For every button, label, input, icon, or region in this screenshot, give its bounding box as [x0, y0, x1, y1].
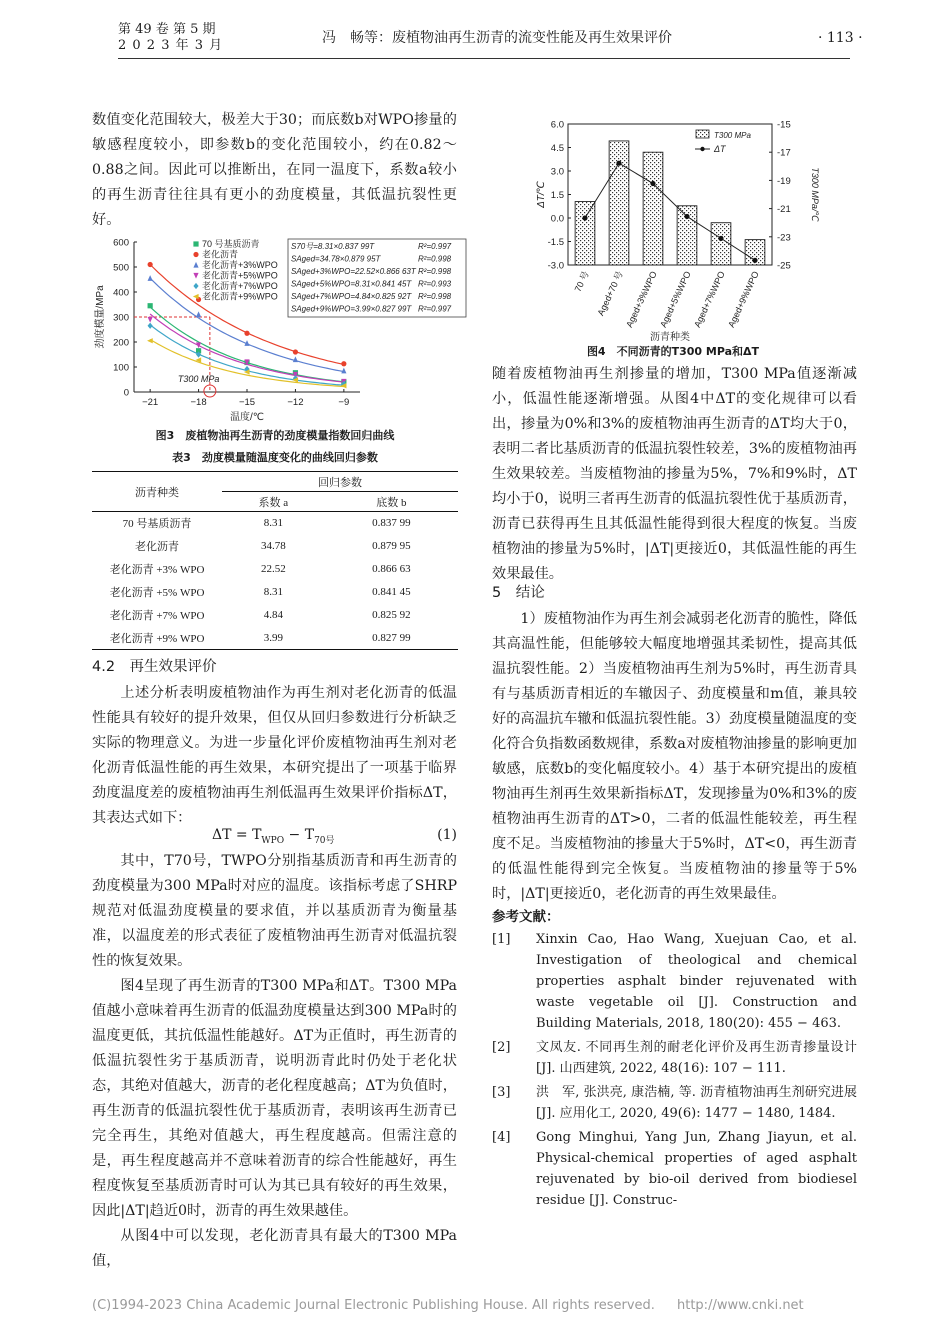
data-point — [193, 273, 198, 279]
y-left-tick-label: -3.0 — [547, 260, 564, 272]
references-title: 参考文献： — [492, 909, 560, 925]
y-tick-label: 100 — [113, 362, 129, 374]
legend-label: 70 号基质沥青 — [202, 239, 260, 249]
delta-t-point — [582, 215, 587, 220]
legend-label: 老化沥青+9%WPO — [202, 291, 278, 302]
table-row — [92, 581, 458, 604]
figure-3-chart — [88, 230, 468, 430]
bar-5 — [711, 223, 731, 265]
x-tick-label: Aged+70 号 — [595, 269, 625, 318]
row-name: 老化沥青 +3% WPO — [109, 564, 205, 576]
col-group-header: 回归参数 — [222, 472, 458, 492]
reference-text: Xinxin Cao, Hao Wang, Xuejuan Cao, et al. Investigation of theological and chemical properties asphalt binder rejuvenated with waste vegetable oil [J]. Construction and Building Materials, 2018, 180(20): 455 − 463. — [536, 932, 857, 1031]
x-axis-label: 温度/℃ — [229, 412, 265, 423]
copyright-notice: (C)1994-2023 China Academic Journal Electronic Publishing House. All rights reserved. — [92, 1298, 655, 1313]
reference-label: T300 MPa — [177, 374, 220, 384]
row-b: 0.827 99 — [372, 631, 411, 644]
y-right-tick-label: -25 — [777, 260, 791, 272]
legend-label: 老化沥青+5%WPO — [202, 270, 278, 281]
r-squared-label: R²=0.993 — [418, 279, 452, 289]
data-point — [148, 303, 153, 308]
paragraph: 随着废植物油再生剂掺量的增加，T300 MPa值逐渐减小，低温性能逐渐增强。从图4中ΔT的变化规律可以看出，掺量为0%和3%的废植物油再生沥青的ΔT均大于0，表明二者比基质沥青的低温抗裂性较差，3%的废植物油再生效果较差。当废植物油的掺量为5%，7%和9%时，ΔT均小于0，说明三者再生沥青的低温抗裂性优于基质沥青，沥青已获得再生且其低温性能得到很大程度的恢复。当废植物油的掺量为5%时，|ΔT|更接近0，其低温性能的再生效果最佳。 — [492, 366, 857, 582]
intro-paragraph — [92, 108, 457, 233]
figure-3-caption: 图3 废植物油再生沥青的劲度模量指数回归曲线 — [155, 429, 395, 442]
data-point — [293, 349, 298, 354]
y-left-tick-label: 1.5 — [550, 190, 564, 201]
plot-frame — [568, 124, 772, 265]
y-right-tick-label: -17 — [777, 147, 791, 159]
data-point — [341, 368, 346, 374]
data-point — [193, 283, 198, 289]
legend-line-marker — [700, 147, 704, 151]
y-left-tick-label: 0.0 — [550, 213, 564, 225]
y-tick-label: 200 — [113, 337, 129, 349]
y-left-axis-label: ΔT/℃ — [536, 181, 547, 208]
row-a: 8.31 — [263, 586, 283, 598]
eq-sub-70: 70号 — [314, 835, 335, 846]
delta-t-point — [616, 161, 621, 166]
row-b: 0.841 45 — [372, 586, 411, 598]
bar-3 — [643, 152, 663, 265]
table-row — [92, 558, 458, 581]
row-b: 0.837 99 — [372, 517, 411, 530]
section-4-2-body — [92, 681, 457, 831]
col-type-header: 沥青种类 — [92, 472, 222, 512]
legend-line-label: ΔT — [714, 144, 726, 154]
y-left-tick-label: 6.0 — [550, 119, 564, 131]
reference-text: 洪 军, 张洪亮, 康浩楠, 等. 沥青植物油再生剂研究进展[J]. 应用化工, 2020, 49(6): 1477 − 1480, 1484. — [536, 1085, 857, 1121]
reference-number: [2] — [492, 1040, 511, 1055]
references-list — [492, 929, 857, 1214]
equation-label: SAged+3%WPO=22.52×0.866 63T — [291, 267, 416, 276]
equation-label: SAged+7%WPO=4.84×0.825 92T — [291, 292, 412, 301]
eq-lhs: ΔT = T — [212, 827, 262, 843]
reference-item — [492, 929, 857, 1034]
paragraph: 图4呈现了再生沥青的T300 MPa和ΔT。T300 MPa值越小意味着再生沥青的低温劲度模量达到300 MPa时的温度更低，其抗低温性能越好。ΔT为正值时，再生沥青的低温抗裂性劣于基质沥青，说明沥青此时仍处于老化状态，其绝对值越大，沥青的老化程度越高；ΔT为负值时，再生沥青的低温抗裂性优于基质沥青，表明该再生沥青已完全再生，其绝对值越大，再生程度越高。但需注意的是，再生程度越高并不意味着沥青的综合性能越好，再生程度恢复至基质沥青时可认为其已具有较好的再生效果，因此|ΔT|趋近0时，沥青的再生效果越佳。 — [92, 978, 457, 1219]
x-axis-label: 沥青种类 — [650, 332, 690, 343]
table-row — [92, 512, 458, 535]
data-point — [341, 361, 346, 366]
x-tick-label: Aged+9%WPO — [726, 269, 761, 329]
x-tick-label: Aged+3%WPO — [624, 269, 659, 329]
data-point — [196, 311, 201, 317]
y-right-axis-label: T300 MPa/℃ — [810, 167, 820, 222]
row-a: 3.99 — [263, 631, 283, 644]
row-name: 老化沥青 — [135, 541, 179, 553]
reference-text: Gong Minghui, Yang Jun, Zhang Jiayun, et al. Physical-chemical properties of aged asphalt rejuvenated by bio-oil derived from biodiesel residue [J]. Construc- — [536, 1130, 857, 1208]
reference-number: [3] — [492, 1085, 511, 1100]
x-tick-label: 70 号 — [572, 269, 591, 294]
row-a: 22.52 — [260, 563, 286, 575]
x-tick-label: Aged+7%WPO — [692, 269, 727, 329]
table-row — [92, 604, 458, 627]
conclusion-body — [492, 607, 857, 907]
row-name: 老化沥青 +9% WPO — [109, 632, 205, 645]
equation-label: SAged+9%WPO=3.99×0.827 99T — [291, 304, 412, 314]
r-squared-label: R²=0.998 — [418, 292, 452, 301]
reference-item — [492, 1127, 857, 1211]
section-4-2-body-2 — [92, 849, 457, 1274]
r-squared-label: R²=0.997 — [418, 242, 452, 251]
equation-label: S70号=8.31×0.837 99T — [291, 242, 375, 251]
y-right-tick-label: -21 — [777, 204, 791, 216]
y-axis-label: 劲度模量/MPa — [95, 285, 106, 349]
y-right-tick-label: -19 — [777, 175, 791, 187]
y-tick-label: 500 — [113, 262, 129, 274]
r-squared-label: R²=0.998 — [418, 254, 452, 264]
row-a: 34.78 — [260, 540, 286, 552]
table-row — [92, 535, 458, 558]
reference-number: [1] — [492, 932, 511, 947]
row-b: 0.825 92 — [372, 609, 411, 621]
delta-t-point — [752, 258, 757, 263]
x-tick-label: Aged+5%WPO — [658, 269, 693, 329]
row-name: 老化沥青 +7% WPO — [109, 610, 205, 622]
data-point — [147, 338, 153, 343]
reference-item — [492, 1037, 857, 1079]
x-tick-label: −18 — [190, 397, 207, 408]
data-point — [193, 294, 199, 299]
col-a-header: 系数 a — [258, 496, 289, 509]
y-tick-label: 0 — [123, 387, 129, 399]
data-point — [193, 262, 198, 268]
eq-sub-wpo: WPO — [261, 835, 285, 846]
table-3 — [92, 471, 458, 650]
equation-label: SAged+5%WPO=8.31×0.841 45T — [291, 279, 412, 289]
running-title: 冯 畅等：废植物油再生沥青的流变性能及再生效果评价 — [322, 30, 672, 46]
y-tick-label: 600 — [113, 237, 129, 249]
reference-text: 文凤友. 不同再生剂的耐老化评价及再生沥青掺量设计[J]. 山西建筑, 2022, 48(16): 107 − 111. — [536, 1040, 857, 1076]
data-point — [193, 241, 198, 246]
paragraph: 从图4中可以发现，老化沥青具有最大的T300 MPa值， — [92, 1228, 457, 1269]
bar-1 — [575, 202, 595, 265]
r-squared-label: R²=0.998 — [418, 267, 452, 276]
data-point — [148, 275, 153, 281]
row-a: 8.31 — [263, 517, 283, 530]
y-left-tick-label: 3.0 — [550, 166, 564, 178]
right-body — [492, 362, 857, 587]
journal-volume: 第 49 卷 第 5 期 — [118, 22, 216, 37]
journal-date: 2 0 2 3 年 3 月 — [118, 38, 224, 53]
row-a: 4.84 — [263, 609, 283, 621]
row-name: 70 号基质沥青 — [122, 518, 192, 531]
y-tick-label: 300 — [113, 312, 129, 324]
equation-label: SAged=34.78×0.879 95T — [291, 254, 381, 264]
reference-circle — [204, 385, 216, 397]
equation-number: (1) — [437, 827, 457, 843]
reference-item — [492, 1082, 857, 1124]
bar-2 — [609, 141, 629, 265]
delta-t-point — [718, 236, 723, 241]
data-point — [148, 262, 153, 267]
data-point — [293, 356, 298, 362]
x-tick-label: −21 — [142, 397, 159, 408]
row-b: 0.866 63 — [372, 563, 411, 575]
figure-4-caption: 图4 不同沥青的T300 MPa和ΔT — [586, 345, 760, 358]
x-tick-label: −12 — [287, 397, 304, 408]
row-name: 老化沥青 +5% WPO — [109, 587, 205, 599]
legend-bar-swatch — [696, 130, 709, 138]
legend-label: 老化沥青+7%WPO — [202, 281, 278, 291]
paragraph: 上述分析表明废植物油作为再生剂对老化沥青的低温性能具有较好的提升效果，但仅从回归参数进行分析缺乏实际的物理意义。为进一步量化评价废植物油再生剂对老化沥青低温性能的再生效果，本研究提出了一项基于临界劲度温度差的废植物油再生剂低温再生效果评价指标ΔT，其表达式如下： — [92, 685, 457, 826]
y-left-tick-label: 4.5 — [550, 143, 564, 154]
equation-1 — [92, 827, 457, 849]
section-4-2-title: 4.2 再生效果评价 — [92, 659, 217, 675]
r-squared-label: R²=0.997 — [418, 304, 452, 314]
row-b: 0.879 95 — [372, 540, 411, 552]
figure-4-chart — [520, 112, 840, 357]
page-number: · 113 · — [818, 30, 863, 46]
x-tick-label: −15 — [238, 397, 256, 408]
section-5-title: 5 结论 — [492, 585, 545, 601]
delta-t-point — [684, 214, 689, 219]
y-right-tick-label: -23 — [777, 232, 791, 244]
data-point — [193, 252, 198, 257]
data-point — [148, 317, 153, 323]
x-tick-label: −9 — [338, 397, 350, 408]
y-tick-label: 400 — [113, 287, 129, 299]
y-right-tick-label: -15 — [777, 119, 791, 131]
table-row — [92, 627, 458, 650]
legend-label: 老化沥青+3%WPO — [202, 260, 278, 270]
delta-t-point — [650, 181, 655, 186]
intro-text: 数值变化范围较大，极差大于30；而底数b对WPO掺量的敏感程度较小，即参数b的变化范围较小，约在0.82～0.88之间。因此可以推断出，在同一温度下，系数a较小的再生沥青往往具有更小的劲度模量，其低温抗裂性更好。 — [92, 112, 457, 228]
reference-number: [4] — [492, 1130, 511, 1145]
col-b-header: 底数 b — [376, 496, 407, 509]
header-rule — [118, 58, 850, 59]
table-3-caption: 表3 劲度模量随温度变化的曲线回归参数 — [172, 451, 378, 464]
legend-label: 老化沥青 — [202, 249, 239, 260]
data-point — [244, 331, 249, 336]
paragraph: 其中，T70号，TWPO分别指基质沥青和再生沥青的劲度模量为300 MPa时对应的温度。该指标考虑了SHRP规范对低温劲度模量的要求值，并以基质沥青为衡量基准，以温度差的形式表征了废植物油再生沥青对低温抗裂性的恢复效果。 — [92, 853, 457, 969]
cnki-link[interactable]: http://www.cnki.net — [677, 1298, 804, 1313]
equation-body — [212, 827, 335, 846]
y-left-tick-label: -1.5 — [547, 237, 564, 248]
legend-bar-label: T300 MPa — [714, 131, 751, 140]
paragraph: 1）废植物油作为再生剂会减弱老化沥青的脆性，降低其高温性能，但能够较大幅度地增强其柔韧性，提高其低温抗裂性能。2）当废植物油再生剂为5%时，再生沥青具有与基质沥青相近的车辙因子、劲度模量和m值，兼具较好的高温抗车辙和低温抗裂性能。3）劲度模量随温度的变化符合负指数函数规律，系数a对废植物油掺量的影响更加敏感，底数b的变化幅度较小。4）基于本研究提出的废植物油再生剂再生效果新指标ΔT，发现掺量为0%和3%的废植物油再生沥青的ΔT>0，二者的低温性能较差，再生程度不足。当废植物油的掺量大于5%时，ΔT<0，再生沥青的低温性能得到完全恢复。当废植物油的掺量等于5%时，|ΔT|更接近0，老化沥青的再生效果最佳。 — [492, 611, 857, 902]
eq-mid: − T — [284, 827, 315, 843]
data-point — [148, 323, 153, 329]
